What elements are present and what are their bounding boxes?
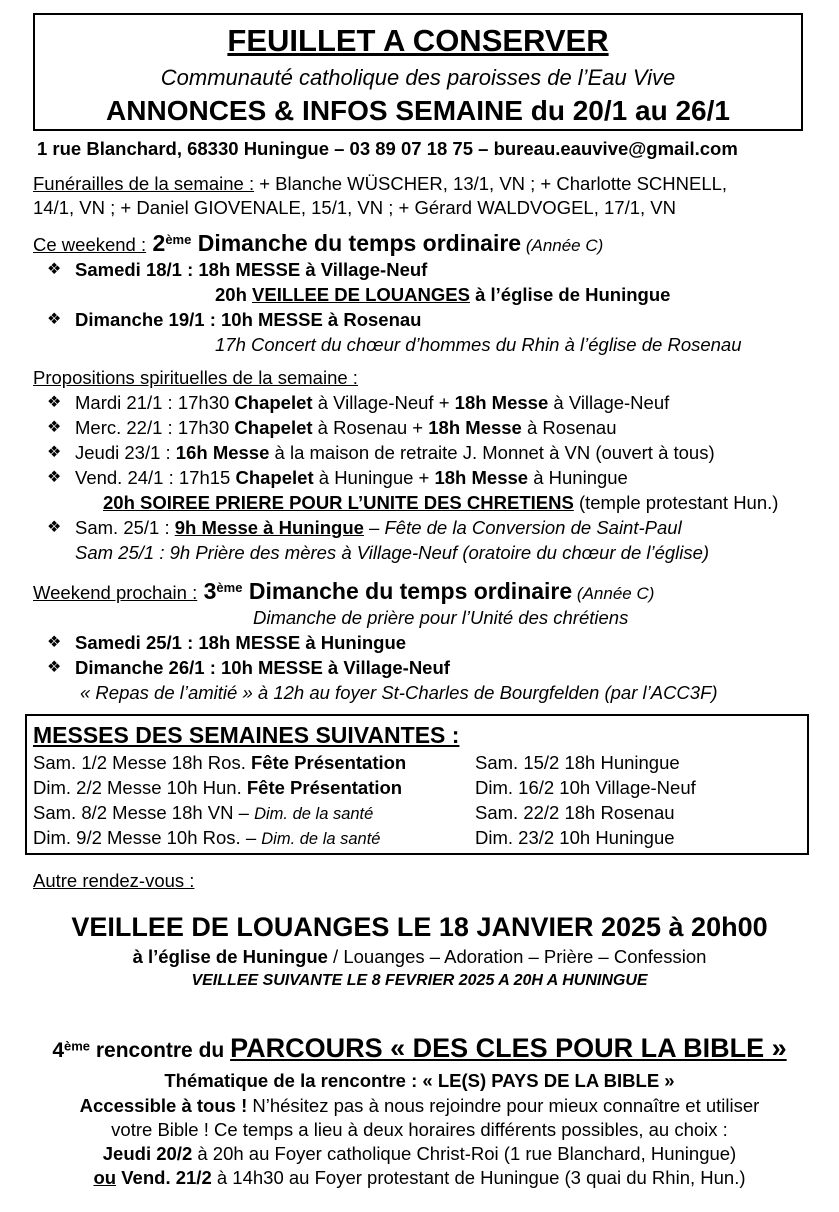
proposition-item: Vend. 24/1 : 17h15 Chapelet à Huningue + 18h Messe à Huningue <box>75 467 628 488</box>
veillee-time: 20h <box>215 284 253 305</box>
weekend-title: Dimanche du temps ordinaire <box>191 230 522 256</box>
messes-left-row: Sam. 1/2 Messe 18h Ros. Fête Présentation <box>33 752 407 773</box>
next-weekend-heading: Weekend prochain : 3ème Dimanche du temps ordinaire (Année C) <box>33 578 655 604</box>
weekend-num: 2 <box>146 230 166 256</box>
veillee-event: VEILLEE DE LOUANGES <box>252 284 470 305</box>
parcours-friday: ou Vend. 21/2 à 14h30 au Foyer protestant de Huningue (3 quai du Rhin, Hun.) <box>93 1167 746 1188</box>
parcours-heading: 4ème rencontre du PARCOURS « DES CLES POUR LA BIBLE » <box>52 1033 787 1063</box>
messes-left-row: Sam. 8/2 Messe 18h VN – Dim. de la santé <box>33 802 374 823</box>
proposition-item: Mardi 21/1 : 17h30 Chapelet à Village-Neuf + 18h Messe à Village-Neuf <box>75 392 670 413</box>
veillee-place: à l’église de Huningue <box>469 284 671 305</box>
messes-left-row: Dim. 9/2 Messe 10h Ros. – Dim. de la santé <box>33 827 381 848</box>
weekend-year: (Année C) <box>521 236 604 255</box>
bullet-icon: ❖ <box>47 444 62 461</box>
bullet-icon: ❖ <box>47 394 62 411</box>
bullet-icon: ❖ <box>47 519 62 536</box>
friendship-meal: « Repas de l’amitié » à 12h au foyer St-Charles de Bourgfelden (par l’ACC3F) <box>80 682 718 703</box>
parcours-thursday: Jeudi 20/2 à 20h au Foyer catholique Christ-Roi (1 rue Blanchard, Huningue) <box>102 1143 737 1164</box>
funerals-line-2: 14/1, VN ; + Daniel GIOVENALE, 15/1, VN ; + Gérard WALDVOGEL, 17/1, VN <box>33 197 676 218</box>
bullet-icon: ❖ <box>47 261 62 278</box>
messes-title: MESSES DES SEMAINES SUIVANTES : <box>33 722 460 748</box>
propositions-label: Propositions spirituelles de la semaine : <box>33 367 358 388</box>
parcours-access: Accessible à tous ! N’hésitez pas à nous rejoindre pour mieux connaître et utiliser <box>79 1095 760 1116</box>
weekend-sup: ème <box>165 231 192 247</box>
week-heading: ANNONCES & INFOS SEMAINE du 20/1 au 26/1 <box>106 95 730 126</box>
weekend-saturday: Samedi 18/1 : 18h MESSE à Village-Neuf <box>75 259 428 280</box>
messes-right-row: Dim. 23/2 10h Huningue <box>475 827 675 848</box>
bullet-icon: ❖ <box>47 419 62 436</box>
messes-left-row: Dim. 2/2 Messe 10h Hun. Fête Présentation <box>33 777 403 798</box>
bullet-icon: ❖ <box>47 634 62 651</box>
next-weekend-sunday: Dimanche 26/1 : 10h MESSE à Village-Neuf <box>75 657 450 678</box>
veillee-title: VEILLEE DE LOUANGES LE 18 JANVIER 2025 à 20h00 <box>71 912 768 942</box>
bullet-icon: ❖ <box>47 311 62 328</box>
page-subtitle: Communauté catholique des paroisses de l’Eau Vive <box>160 65 676 90</box>
veillee-next: VEILLEE SUIVANTE LE 8 FEVRIER 2025 A 20H A HUNINGUE <box>191 972 648 989</box>
mothers-prayer: Sam 25/1 : 9h Prière des mères à Village-Neuf (oratoire du chœur de l’église) <box>75 542 710 563</box>
weekend-label: Ce weekend : <box>33 234 147 255</box>
bullet-icon: ❖ <box>47 469 62 486</box>
funerals-line-1 <box>33 172 727 196</box>
weekend-sunday-concert: 17h Concert du chœur d’hommes du Rhin à l’église de Rosenau <box>215 334 742 355</box>
next-weekend-subtitle: Dimanche de prière pour l’Unité des chrétiens <box>253 607 629 628</box>
next-weekend-label: Weekend prochain : <box>33 582 198 603</box>
funerals-text-1: + Blanche WÜSCHER, 13/1, VN ; + Charlotte SCHNELL, <box>254 173 728 194</box>
veillee-details: à l’église de Huningue / Louanges – Adoration – Prière – Confession <box>132 946 707 967</box>
contact-line: 1 rue Blanchard, 68330 Huningue – 03 89 07 18 75 – bureau.eauvive@gmail.com <box>37 138 738 159</box>
unity-prayer-evening <box>103 491 778 515</box>
messes-right-row: Sam. 15/2 18h Huningue <box>475 752 680 773</box>
other-label: Autre rendez-vous : <box>33 870 195 891</box>
weekend-heading <box>33 229 603 260</box>
header-box <box>33 13 803 131</box>
unity-prayer-place: (temple protestant Hun.) <box>573 492 779 513</box>
proposition-item: Merc. 22/1 : 17h30 Chapelet à Rosenau + 18h Messe à Rosenau <box>75 417 617 438</box>
page-title: FEUILLET A CONSERVER <box>227 23 609 58</box>
proposition-saturday: Sam. 25/1 : 9h Messe à Huningue – Fête de la Conversion de Saint-Paul <box>75 517 682 538</box>
funerals-label: Funérailles de la semaine : <box>33 173 255 194</box>
next-weekend-saturday: Samedi 25/1 : 18h MESSE à Huningue <box>75 632 407 653</box>
parcours-line-2: votre Bible ! Ce temps a lieu à deux horaires différents possibles, au choix : <box>111 1119 728 1140</box>
unity-prayer-title: 20h SOIREE PRIERE POUR L’UNITE DES CHRETIENS <box>103 492 574 513</box>
weekend-saturday-veillee <box>215 283 670 307</box>
weekend-sunday: Dimanche 19/1 : 10h MESSE à Rosenau <box>75 309 422 330</box>
parcours-theme: Thématique de la rencontre : « LE(S) PAYS DE LA BIBLE » <box>164 1070 675 1091</box>
bullet-icon: ❖ <box>47 659 62 676</box>
messes-right-row: Dim. 16/2 10h Village-Neuf <box>475 777 696 798</box>
messes-right-row: Sam. 22/2 18h Rosenau <box>475 802 675 823</box>
proposition-item: Jeudi 23/1 : 16h Messe à la maison de retraite J. Monnet à VN (ouvert à tous) <box>75 442 715 463</box>
